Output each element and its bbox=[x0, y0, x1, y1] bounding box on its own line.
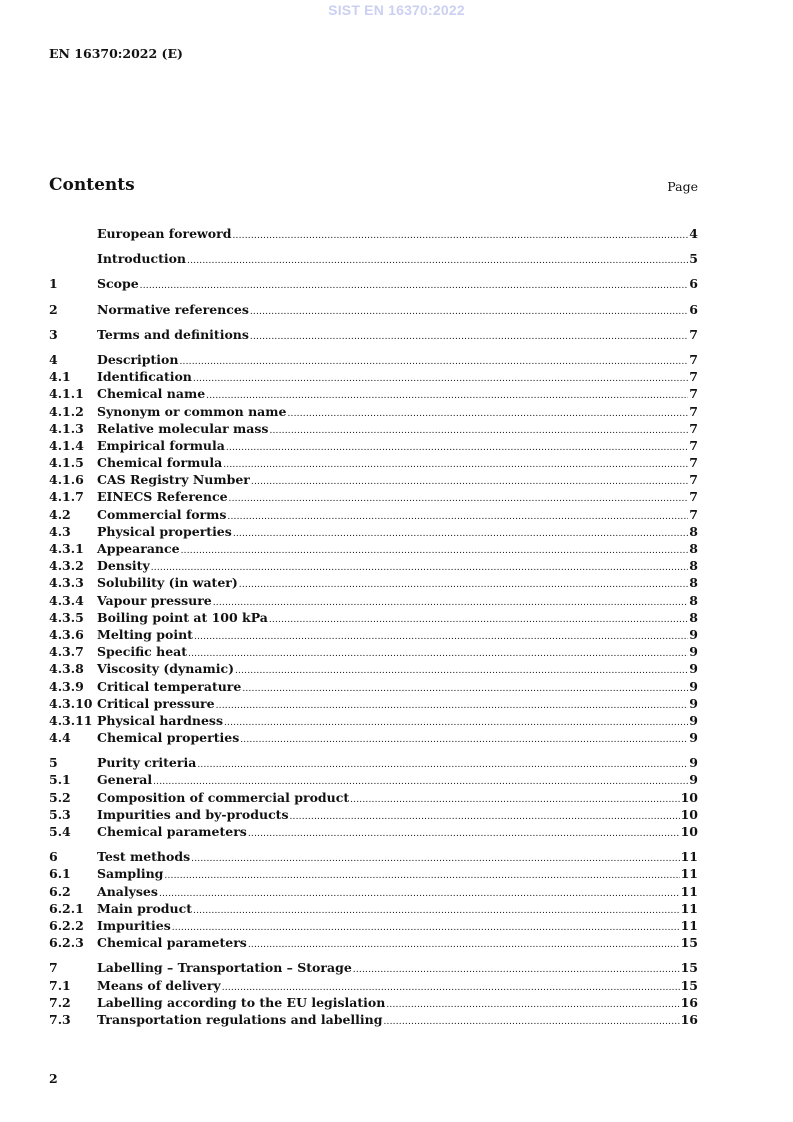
toc-entry-number: 4.1 bbox=[49, 369, 71, 385]
toc-leader-dots bbox=[179, 354, 688, 371]
toc-entry[interactable] bbox=[49, 506, 698, 523]
toc-entry[interactable] bbox=[49, 275, 698, 292]
toc-entry-title: Test methods bbox=[97, 849, 191, 865]
toc-entry-page: 9 bbox=[689, 772, 698, 788]
toc-entry-title: Relative molecular mass bbox=[97, 420, 269, 436]
toc-entry-title: Synonym or common name bbox=[97, 403, 287, 419]
toc-leader-dots bbox=[159, 886, 680, 903]
toc-entry-number: 4.3.1 bbox=[49, 541, 84, 556]
toc-entry[interactable] bbox=[49, 917, 698, 934]
toc-entry-page: 9 bbox=[689, 661, 698, 677]
toc-entry[interactable] bbox=[49, 454, 698, 471]
toc-entry-page: 7 bbox=[689, 420, 698, 436]
toc-entry[interactable] bbox=[49, 959, 698, 976]
toc-entry-page: 10 bbox=[680, 824, 698, 839]
toc-entry-page: 10 bbox=[680, 789, 698, 805]
toc-entry[interactable] bbox=[49, 523, 698, 540]
toc-entry-page: 9 bbox=[689, 712, 698, 728]
watermark: SIST EN 16370:2022 bbox=[328, 2, 465, 18]
toc-entry[interactable] bbox=[49, 385, 698, 402]
toc-entry-page: 6 bbox=[689, 301, 698, 317]
toc-leader-dots bbox=[287, 406, 688, 423]
toc-entry-number: 4.3.8 bbox=[49, 661, 84, 677]
toc-leader-dots bbox=[181, 543, 689, 560]
toc-entry-number: 4.3.6 bbox=[49, 626, 84, 642]
toc-entry-page: 7 bbox=[689, 351, 698, 367]
toc-leader-dots bbox=[213, 595, 689, 612]
toc-entry-number: 5.2 bbox=[49, 789, 71, 805]
toc-entry-number: 4.3.2 bbox=[49, 558, 84, 574]
toc-entry-title: Description bbox=[97, 351, 179, 367]
toc-leader-dots bbox=[216, 698, 689, 715]
toc-entry-page: 11 bbox=[680, 900, 698, 916]
toc-entry-number: 4.3.11 bbox=[49, 712, 93, 728]
toc-entry-number: 4.3.10 bbox=[49, 695, 93, 711]
toc-entry[interactable] bbox=[49, 754, 698, 771]
toc-entry-page: 9 bbox=[689, 626, 698, 642]
toc-entry-number: 6.2 bbox=[49, 883, 71, 899]
toc-entry[interactable] bbox=[49, 351, 698, 368]
toc-entry-page: 7 bbox=[689, 403, 698, 419]
toc-leader-dots bbox=[250, 304, 688, 321]
toc-entry-title: European foreword bbox=[97, 226, 232, 241]
toc-entry-number: 4.3.3 bbox=[49, 575, 84, 591]
toc-entry-title: Chemical formula bbox=[97, 455, 223, 471]
toc-entry[interactable] bbox=[49, 488, 698, 505]
toc-leader-dots bbox=[193, 903, 680, 920]
toc-entry[interactable] bbox=[49, 695, 698, 712]
toc-leader-dots bbox=[235, 663, 688, 680]
toc-entry-number: 1 bbox=[49, 276, 58, 292]
toc-entry-page: 11 bbox=[680, 866, 698, 882]
toc-entry-title: Scope bbox=[97, 276, 139, 292]
toc-entry-number: 4.3.7 bbox=[49, 644, 84, 660]
toc-entry[interactable] bbox=[49, 977, 698, 994]
toc-entry-page: 8 bbox=[689, 609, 698, 625]
toc-leader-dots bbox=[191, 851, 679, 868]
toc-entry-title: Identification bbox=[97, 369, 192, 385]
toc-entry-page: 8 bbox=[689, 541, 698, 556]
toc-entry-page: 16 bbox=[680, 994, 698, 1010]
toc-entry-page: 15 bbox=[680, 977, 698, 993]
toc-entry-page: 7 bbox=[689, 386, 698, 402]
toc-entry-page: 9 bbox=[689, 644, 698, 660]
toc-entry-title: Chemical parameters bbox=[97, 935, 247, 951]
toc-entry-number: 6 bbox=[49, 849, 58, 865]
toc-entry-page: 8 bbox=[689, 592, 698, 608]
toc-entry[interactable] bbox=[49, 823, 698, 840]
toc-entry-title: Transportation regulations and labelling bbox=[97, 1011, 383, 1027]
toc-entry-page: 8 bbox=[689, 558, 698, 574]
toc-entry-number: 4.1.5 bbox=[49, 455, 84, 471]
toc-entry-number: 4.3.5 bbox=[49, 609, 84, 625]
toc-entry-title: Viscosity (dynamic) bbox=[97, 661, 234, 677]
toc-entry[interactable] bbox=[49, 771, 698, 788]
toc-entry[interactable] bbox=[49, 865, 698, 882]
toc-entry-title: General bbox=[97, 772, 153, 788]
toc-entry-number: 4.3 bbox=[49, 523, 71, 539]
toc-entry[interactable] bbox=[49, 437, 698, 454]
page-number: 2 bbox=[49, 1071, 58, 1086]
toc-entry-number: 6.1 bbox=[49, 866, 71, 882]
toc-entry-number: 6.2.2 bbox=[49, 917, 84, 933]
toc-leader-dots bbox=[240, 732, 688, 749]
toc-entry-title: Specific heat bbox=[97, 644, 188, 660]
toc-entry[interactable] bbox=[49, 368, 698, 385]
toc-entry[interactable] bbox=[49, 1011, 698, 1028]
document-id: EN 16370:2022 (E) bbox=[49, 46, 183, 61]
toc-entry[interactable] bbox=[49, 301, 698, 318]
toc-entry[interactable] bbox=[49, 806, 698, 823]
toc-leader-dots bbox=[229, 491, 689, 508]
toc-leader-dots bbox=[242, 681, 688, 698]
toc-leader-dots bbox=[251, 474, 688, 491]
toc-leader-dots bbox=[269, 612, 688, 629]
toc-entry-title: Critical temperature bbox=[97, 678, 242, 694]
toc-entry[interactable] bbox=[49, 934, 698, 951]
toc-entry-page: 9 bbox=[689, 755, 698, 771]
toc-entry-title: Purity criteria bbox=[97, 755, 197, 771]
toc-entry-page: 10 bbox=[680, 806, 698, 822]
toc-entry-number: 5.3 bbox=[49, 806, 71, 822]
toc-entry-page: 9 bbox=[689, 730, 698, 746]
toc-leader-dots bbox=[172, 920, 680, 937]
table-of-contents bbox=[49, 225, 698, 1028]
toc-entry-title: Introduction bbox=[97, 251, 187, 267]
toc-entry-title: Chemical properties bbox=[97, 730, 240, 746]
toc-entry-title: Physical properties bbox=[97, 523, 232, 539]
toc-entry[interactable] bbox=[49, 789, 698, 806]
toc-entry-number: 7.3 bbox=[49, 1011, 71, 1027]
toc-leader-dots bbox=[193, 371, 688, 388]
toc-entry-number: 4.1.4 bbox=[49, 437, 84, 453]
toc-leader-dots bbox=[226, 440, 688, 457]
toc-leader-dots bbox=[223, 457, 688, 474]
contents-heading: Contents bbox=[49, 175, 135, 195]
toc-entry-page: 8 bbox=[689, 523, 698, 539]
toc-entry-title: Appearance bbox=[97, 541, 180, 556]
toc-entry-number: 7 bbox=[49, 960, 58, 976]
toc-entry-title: Melting point bbox=[97, 626, 193, 642]
toc-entry-number: 6.2.1 bbox=[49, 900, 84, 916]
toc-entry-title: Vapour pressure bbox=[97, 592, 212, 608]
toc-entry-page: 8 bbox=[689, 575, 698, 591]
toc-leader-dots bbox=[250, 329, 688, 346]
toc-entry-page: 9 bbox=[689, 678, 698, 694]
toc-leader-dots bbox=[350, 792, 679, 809]
toc-entry-title: Empirical formula bbox=[97, 437, 225, 453]
toc-entry-title: Main product bbox=[97, 900, 193, 916]
toc-entry-page: 4 bbox=[689, 226, 698, 241]
toc-entry[interactable] bbox=[49, 592, 698, 609]
toc-leader-dots bbox=[386, 997, 679, 1014]
toc-entry-page: 9 bbox=[689, 695, 698, 711]
toc-entry[interactable] bbox=[49, 420, 698, 437]
toc-entry-title: Labelling – Transportation – Storage bbox=[97, 960, 352, 976]
toc-leader-dots bbox=[140, 278, 689, 295]
toc-entry-title: Boiling point at 100 kPa bbox=[97, 609, 268, 625]
toc-entry-page: 11 bbox=[680, 883, 698, 899]
toc-entry-title: Chemical name bbox=[97, 386, 206, 402]
toc-entry-number: 7.1 bbox=[49, 977, 71, 993]
toc-entry[interactable] bbox=[49, 900, 698, 917]
toc-leader-dots bbox=[194, 629, 688, 646]
toc-entry[interactable] bbox=[49, 678, 698, 695]
page-column-label: Page bbox=[667, 179, 698, 194]
toc-entry[interactable] bbox=[49, 471, 698, 488]
toc-entry-number: 5.4 bbox=[49, 824, 71, 839]
toc-entry-title: Sampling bbox=[97, 866, 164, 882]
toc-entry-title: Normative references bbox=[97, 301, 249, 317]
toc-entry-title: Composition of commercial product bbox=[97, 789, 350, 805]
toc-entry-number: 6.2.3 bbox=[49, 935, 84, 951]
toc-entry[interactable] bbox=[49, 540, 698, 557]
toc-entry[interactable] bbox=[49, 643, 698, 660]
toc-entry-number: 4.3.9 bbox=[49, 678, 84, 694]
toc-leader-dots bbox=[188, 646, 688, 663]
toc-entry-title: Analyses bbox=[97, 883, 158, 899]
toc-entry-title: EINECS Reference bbox=[97, 489, 228, 505]
toc-entry-title: Terms and definitions bbox=[97, 326, 249, 342]
toc-entry-page: 11 bbox=[680, 917, 698, 933]
toc-leader-dots bbox=[269, 423, 688, 440]
toc-leader-dots bbox=[233, 526, 688, 543]
toc-entry-page: 16 bbox=[680, 1011, 698, 1027]
toc-entry-page: 11 bbox=[680, 849, 698, 865]
toc-entry-page: 7 bbox=[689, 369, 698, 385]
toc-entry-number: 4.1.3 bbox=[49, 420, 84, 436]
toc-leader-dots bbox=[164, 868, 679, 885]
toc-entry[interactable] bbox=[49, 712, 698, 729]
toc-entry-page: 7 bbox=[689, 472, 698, 488]
toc-entry[interactable] bbox=[49, 848, 698, 865]
toc-entry[interactable] bbox=[49, 403, 698, 420]
toc-entry-page: 15 bbox=[680, 960, 698, 976]
toc-leader-dots bbox=[248, 937, 680, 954]
toc-entry-number: 5.1 bbox=[49, 772, 71, 788]
toc-leader-dots bbox=[232, 228, 688, 245]
toc-entry[interactable] bbox=[49, 557, 698, 574]
toc-entry-title: CAS Registry Number bbox=[97, 472, 250, 488]
toc-leader-dots bbox=[248, 826, 680, 843]
toc-entry-page: 5 bbox=[689, 251, 698, 267]
toc-entry-page: 7 bbox=[689, 506, 698, 522]
toc-entry-number: 4 bbox=[49, 351, 58, 367]
toc-entry-number: 5 bbox=[49, 755, 58, 771]
toc-entry-number: 4.1.7 bbox=[49, 489, 84, 505]
toc-entry-title: Physical hardness bbox=[97, 712, 223, 728]
toc-leader-dots bbox=[290, 809, 680, 826]
toc-entry-number: 7.2 bbox=[49, 994, 71, 1010]
toc-leader-dots bbox=[227, 509, 688, 526]
toc-entry-number: 4.1.6 bbox=[49, 472, 84, 488]
toc-entry-number: 2 bbox=[49, 301, 58, 317]
toc-entry-title: Density bbox=[97, 558, 150, 574]
toc-leader-dots bbox=[239, 577, 689, 594]
toc-entry-page: 6 bbox=[689, 276, 698, 292]
toc-leader-dots bbox=[353, 962, 680, 979]
toc-entry[interactable] bbox=[49, 626, 698, 643]
toc-entry-title: Commercial forms bbox=[97, 506, 227, 522]
toc-entry[interactable] bbox=[49, 574, 698, 591]
toc-entry-title: Chemical parameters bbox=[97, 824, 247, 839]
toc-entry[interactable] bbox=[49, 994, 698, 1011]
toc-entry[interactable] bbox=[49, 250, 698, 267]
toc-entry-number: 4.2 bbox=[49, 506, 71, 522]
toc-entry-page: 7 bbox=[689, 326, 698, 342]
toc-entry-number: 4.4 bbox=[49, 730, 71, 746]
toc-entry-page: 7 bbox=[689, 437, 698, 453]
toc-entry-title: Labelling according to the EU legislation bbox=[97, 994, 386, 1010]
toc-entry[interactable] bbox=[49, 326, 698, 343]
toc-leader-dots bbox=[384, 1014, 680, 1031]
toc-entry-title: Means of delivery bbox=[97, 977, 221, 993]
toc-entry[interactable] bbox=[49, 883, 698, 900]
toc-entry-page: 7 bbox=[689, 455, 698, 471]
toc-entry-title: Impurities and by-products bbox=[97, 806, 289, 822]
toc-leader-dots bbox=[197, 757, 688, 774]
toc-entry-number: 4.1.1 bbox=[49, 386, 84, 402]
toc-entry-title: Solubility (in water) bbox=[97, 575, 238, 591]
toc-entry-page: 15 bbox=[680, 935, 698, 951]
toc-entry[interactable] bbox=[49, 609, 698, 626]
toc-entry-page: 7 bbox=[689, 489, 698, 505]
toc-entry-number: 4.1.2 bbox=[49, 403, 84, 419]
toc-entry[interactable] bbox=[49, 225, 698, 242]
toc-entry[interactable] bbox=[49, 729, 698, 746]
toc-entry-number: 3 bbox=[49, 326, 58, 342]
toc-entry-title: Impurities bbox=[97, 917, 171, 933]
toc-leader-dots bbox=[224, 715, 688, 732]
toc-entry-title: Critical pressure bbox=[97, 695, 215, 711]
toc-leader-dots bbox=[187, 253, 688, 270]
toc-entry-number: 4.3.4 bbox=[49, 592, 84, 608]
toc-entry[interactable] bbox=[49, 660, 698, 677]
